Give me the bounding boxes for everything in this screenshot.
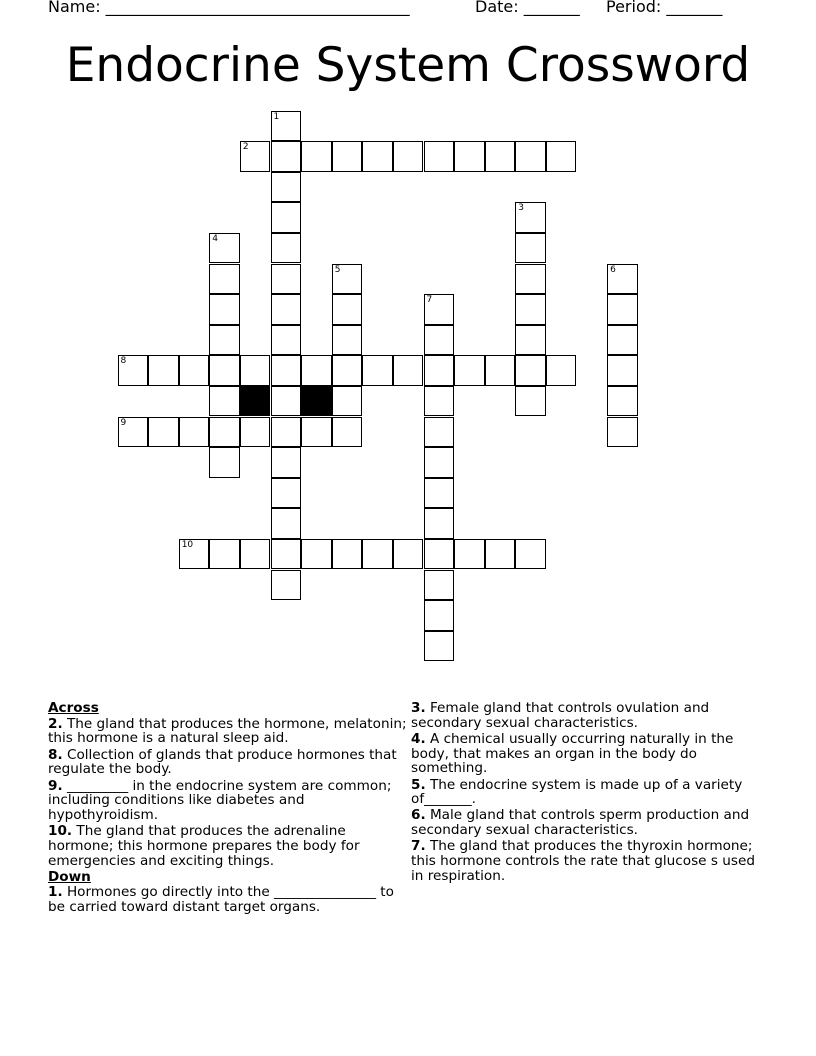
grid-cell[interactable] — [424, 141, 455, 172]
clue-number: 2. — [48, 715, 63, 732]
grid-cell[interactable] — [271, 111, 302, 142]
grid-cell[interactable] — [332, 264, 363, 295]
grid-cell[interactable] — [209, 539, 240, 570]
grid-cell[interactable] — [271, 325, 302, 356]
grid-cell[interactable] — [515, 539, 546, 570]
grid-cell[interactable] — [607, 264, 638, 295]
grid-cell[interactable] — [424, 539, 455, 570]
grid-cell[interactable] — [240, 141, 271, 172]
grid-cell[interactable] — [301, 355, 332, 386]
grid-cell[interactable] — [424, 417, 455, 448]
grid-cell[interactable] — [515, 233, 546, 264]
grid-cell[interactable] — [485, 355, 516, 386]
grid-cell[interactable] — [271, 570, 302, 601]
grid-cell[interactable] — [179, 417, 210, 448]
grid-cell[interactable] — [271, 447, 302, 478]
grid-cell[interactable] — [454, 141, 485, 172]
grid-cell[interactable] — [607, 325, 638, 356]
clue-number: 1 — [273, 111, 280, 122]
page-title: Endocrine System Crossword — [65, 38, 751, 93]
clue-number: 6. — [411, 807, 426, 824]
clue-item — [411, 732, 771, 776]
date-field: Date: _______ — [475, 0, 580, 16]
grid-cell[interactable] — [209, 417, 240, 448]
clue-number: 3. — [411, 700, 426, 716]
grid-cell[interactable] — [179, 355, 210, 386]
grid-cell[interactable] — [301, 417, 332, 448]
clue-number: 10 — [181, 539, 194, 550]
clue-number: 3 — [518, 203, 525, 214]
grid-cell[interactable] — [393, 539, 424, 570]
clue-number: 7. — [411, 838, 426, 855]
grid-cell[interactable] — [515, 141, 546, 172]
grid-cell[interactable] — [209, 325, 240, 356]
clue-item — [48, 748, 408, 777]
down-heading: Down — [48, 868, 91, 885]
grid-cell[interactable] — [240, 539, 271, 570]
clue-item — [48, 824, 408, 868]
grid-cell[interactable] — [332, 325, 363, 356]
grid-cell[interactable] — [271, 539, 302, 570]
clue-item — [411, 808, 771, 837]
grid-cell[interactable] — [393, 355, 424, 386]
clue-text: The gland that produces the hormone, melatonin; this hormone is a natural sleep aid. — [48, 715, 407, 747]
across-clue-list — [48, 717, 408, 869]
clue-text: The endocrine system is made up of a variety of_______. — [411, 776, 743, 808]
clue-number: 9. — [48, 777, 63, 794]
grid-cell[interactable] — [118, 355, 149, 386]
clue-number: 5. — [411, 776, 426, 793]
grid-cell[interactable] — [424, 600, 455, 631]
grid-cell[interactable] — [332, 417, 363, 448]
grid-cell[interactable] — [515, 264, 546, 295]
grid-cell[interactable] — [362, 141, 393, 172]
grid-cell[interactable] — [424, 294, 455, 325]
grid-cell[interactable] — [454, 355, 485, 386]
clue-number: 2 — [242, 142, 249, 153]
clues-left-column — [48, 701, 408, 916]
clue-number: 5 — [334, 264, 341, 275]
grid-cell[interactable] — [332, 539, 363, 570]
grid-cell[interactable] — [301, 539, 332, 570]
grid-cell[interactable] — [240, 355, 271, 386]
clue-item — [411, 839, 771, 883]
name-field: Name: ______________________________________ — [48, 0, 410, 16]
grid-cell[interactable] — [424, 355, 455, 386]
grid-cell[interactable] — [515, 386, 546, 417]
clue-item — [48, 885, 408, 914]
clues-right-column — [411, 701, 771, 885]
clue-number: 8 — [120, 356, 127, 367]
grid-cell[interactable] — [271, 294, 302, 325]
black-cell — [301, 386, 332, 417]
across-heading: Across — [48, 700, 99, 716]
clue-number: 7 — [426, 295, 433, 306]
clue-text: Female gland that controls ovulation and secondary sexual characteristics. — [411, 700, 710, 731]
grid-cell[interactable] — [271, 172, 302, 203]
grid-cell[interactable] — [209, 355, 240, 386]
black-cell — [240, 386, 271, 417]
grid-cell[interactable] — [271, 355, 302, 386]
grid-cell[interactable] — [362, 355, 393, 386]
grid-cell[interactable] — [271, 141, 302, 172]
clue-number: 9 — [120, 417, 127, 428]
grid-cell[interactable] — [607, 355, 638, 386]
grid-cell[interactable] — [515, 294, 546, 325]
clue-number: 10. — [48, 823, 73, 840]
clue-text: Male gland that controls sperm production and secondary sexual characteristics. — [411, 807, 750, 839]
grid-cell[interactable] — [607, 417, 638, 448]
clue-number: 4 — [212, 233, 219, 244]
grid-cell[interactable] — [209, 294, 240, 325]
grid-cell[interactable] — [332, 355, 363, 386]
grid-cell[interactable] — [240, 417, 271, 448]
clue-text: Hormones go directly into the _______________ to be carried toward distant target organs. — [48, 884, 394, 916]
period-field: Period: _______ — [606, 0, 723, 16]
grid-cell[interactable] — [118, 417, 149, 448]
grid-cell[interactable] — [424, 325, 455, 356]
grid-cell[interactable] — [362, 539, 393, 570]
clue-text: The gland that produces the thyroxin hormone; this hormone controls the rate that glucose s used in respiration. — [411, 838, 755, 884]
grid-cell[interactable] — [424, 631, 455, 662]
grid-cell[interactable] — [271, 233, 302, 264]
grid-cell[interactable] — [424, 570, 455, 601]
clue-item — [411, 701, 771, 730]
grid-cell[interactable] — [424, 386, 455, 417]
grid-cell[interactable] — [271, 478, 302, 509]
grid-cell[interactable] — [148, 417, 179, 448]
grid-cell[interactable] — [424, 508, 455, 539]
clue-text: _________ in the endocrine system are common; including conditions like diabetes and hypothyroidism. — [48, 777, 392, 823]
grid-cell[interactable] — [332, 386, 363, 417]
clue-text: The gland that produces the adrenaline hormone; this hormone prepares the body for emergencies and exciting things. — [48, 823, 360, 869]
grid-cell[interactable] — [271, 264, 302, 295]
grid-cell[interactable] — [454, 539, 485, 570]
grid-cell[interactable] — [332, 294, 363, 325]
grid-cell[interactable] — [209, 447, 240, 478]
grid-cell[interactable] — [424, 478, 455, 509]
clue-number: 8. — [48, 746, 63, 763]
grid-cell[interactable] — [515, 355, 546, 386]
down-clue-list-left — [48, 885, 408, 914]
clue-text: A chemical usually occurring naturally in the body, that makes an organ in the body do something. — [411, 730, 734, 777]
grid-cell[interactable] — [485, 539, 516, 570]
grid-cell[interactable] — [209, 386, 240, 417]
grid-cell[interactable] — [424, 447, 455, 478]
down-clue-list-right — [411, 701, 771, 883]
clue-number: 6 — [610, 264, 616, 275]
clue-number: 1. — [48, 884, 63, 901]
clue-text: Collection of glands that produce hormones that regulate the body. — [48, 746, 397, 778]
clue-number: 4. — [411, 730, 426, 747]
grid-cell[interactable] — [271, 508, 302, 539]
grid-cell[interactable] — [179, 539, 210, 570]
grid-cell[interactable] — [515, 325, 546, 356]
grid-cell[interactable] — [271, 386, 302, 417]
grid-cell[interactable] — [515, 202, 546, 233]
grid-cell[interactable] — [332, 141, 363, 172]
grid-cell[interactable] — [546, 355, 577, 386]
grid-cell[interactable] — [209, 233, 240, 264]
grid-cell[interactable] — [546, 141, 577, 172]
grid-cell[interactable] — [271, 417, 302, 448]
grid-cell[interactable] — [607, 294, 638, 325]
clue-item — [48, 717, 408, 746]
grid-cell[interactable] — [209, 264, 240, 295]
grid-cell[interactable] — [301, 141, 332, 172]
grid-cell[interactable] — [607, 386, 638, 417]
clue-item — [48, 779, 408, 823]
grid-cell[interactable] — [271, 202, 302, 233]
grid-cell[interactable] — [393, 141, 424, 172]
grid-cell[interactable] — [148, 355, 179, 386]
clue-item — [411, 778, 771, 807]
grid-cell[interactable] — [485, 141, 516, 172]
